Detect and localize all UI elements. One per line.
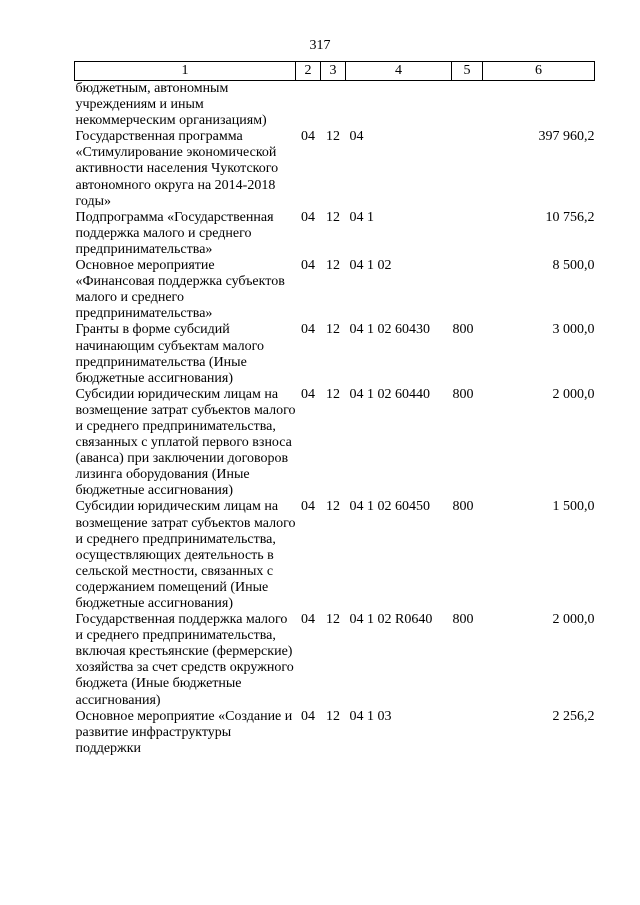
row-expense-type xyxy=(452,709,483,757)
row-expense-type: 800 xyxy=(452,386,474,402)
row-amount: 2 000,0 xyxy=(552,386,595,402)
row-target-article: 04 xyxy=(349,129,364,145)
row-expense-type xyxy=(452,210,483,258)
header-col-1: 1 xyxy=(75,62,296,81)
row-name: Подпрограмма «Государственная поддержка малого и среднего предпринимательства» xyxy=(75,209,274,257)
table-row xyxy=(75,129,595,209)
row-subsection: 12 xyxy=(326,258,340,274)
row-expense-type: 800 xyxy=(452,322,474,338)
table-row xyxy=(75,258,595,322)
row-name: Субсидии юридическим лицам на возмещение затрат субъектов малого и среднего предпринимательства, связанных с уплатой первого взноса (аванса) при заключении договоров лизинга оборудования (Иные бюджетные ассигнования) xyxy=(75,386,296,499)
header-col-5: 5 xyxy=(452,62,483,81)
header-col-3: 3 xyxy=(321,62,346,81)
row-target-article: 04 1 03 xyxy=(349,708,392,724)
row-target-article: 04 1 02 60450 xyxy=(349,499,430,515)
header-col-6: 6 xyxy=(483,62,595,81)
row-target-article: 04 1 02 60430 xyxy=(349,322,430,338)
table-row xyxy=(75,322,595,386)
row-target-article: 04 1 02 60440 xyxy=(349,386,430,402)
page-number: 317 xyxy=(309,38,331,53)
row-expense-type xyxy=(452,129,483,209)
row-section: 04 xyxy=(301,386,315,402)
table-row xyxy=(75,387,595,500)
row-subsection: 12 xyxy=(326,322,340,338)
row-amount: 3 000,0 xyxy=(552,322,595,338)
row-name: Основное мероприятие «Создание и развитие инфраструктуры поддержки xyxy=(75,708,293,756)
row-expense-type: 800 xyxy=(452,499,474,515)
row-name: Государственная поддержка малого и среднего предпринимательства, включая крестьянские (фермерские) хозяйства за счет средств окружного бюджета (Иные бюджетные ассигнования) xyxy=(75,612,294,708)
header-col-2: 2 xyxy=(296,62,321,81)
row-section: 04 xyxy=(301,612,315,628)
budget-table xyxy=(74,61,595,757)
row-amount: 2 256,2 xyxy=(552,708,595,724)
row-name: Основное мероприятие «Финансовая поддержка субъектов малого и среднего предпринимательства» xyxy=(75,258,285,322)
row-amount: 397 960,2 xyxy=(538,129,595,145)
row-subsection xyxy=(321,81,346,130)
row-section: 04 xyxy=(301,209,315,225)
row-target-article: 04 1 02 R0640 xyxy=(349,612,433,628)
row-target-article: 04 1 02 xyxy=(349,258,392,274)
table-row xyxy=(75,612,595,709)
header-col-4: 4 xyxy=(346,62,452,81)
row-section: 04 xyxy=(301,708,315,724)
row-section: 04 xyxy=(301,499,315,515)
row-amount: 1 500,0 xyxy=(552,499,595,515)
row-subsection: 12 xyxy=(326,499,340,515)
row-name: Гранты в форме субсидий начинающим субъектам малого предпринимательства (Иные бюджетные ассигнования) xyxy=(75,322,265,386)
row-subsection: 12 xyxy=(326,386,340,402)
row-section: 04 xyxy=(301,129,315,145)
row-subsection: 12 xyxy=(326,209,340,225)
row-expense-type xyxy=(452,81,483,130)
row-subsection: 12 xyxy=(326,708,340,724)
table-row xyxy=(75,210,595,258)
row-subsection: 12 xyxy=(326,129,340,145)
row-name: бюджетным, автономным учреждениям и иным некоммерческим организациям) xyxy=(75,81,267,129)
row-amount: 8 500,0 xyxy=(552,258,595,274)
row-name: Субсидии юридическим лицам на возмещение затрат субъектов малого и среднего предпринимательства, осуществляющих деятельность в сельской местности, связанных с содержанием помещений (Иные бюджетные ассигнования) xyxy=(75,499,296,611)
table-row xyxy=(75,499,595,612)
row-expense-type: 800 xyxy=(452,612,474,628)
row-section: 04 xyxy=(301,322,315,338)
table-row xyxy=(75,81,595,130)
row-expense-type xyxy=(452,258,483,322)
row-section xyxy=(296,81,321,130)
row-subsection: 12 xyxy=(326,612,340,628)
row-section: 04 xyxy=(301,258,315,274)
row-amount: 2 000,0 xyxy=(552,612,595,628)
row-amount xyxy=(483,81,595,130)
row-target-article: 04 1 xyxy=(349,209,374,225)
row-amount: 10 756,2 xyxy=(545,209,595,225)
table-row xyxy=(75,709,595,757)
row-name: Государственная программа «Стимулирование экономической активности населения Чукотского автономного округа на 2014-2018 годы» xyxy=(75,129,279,209)
table-header-row xyxy=(75,62,595,81)
row-target-article xyxy=(346,81,452,130)
